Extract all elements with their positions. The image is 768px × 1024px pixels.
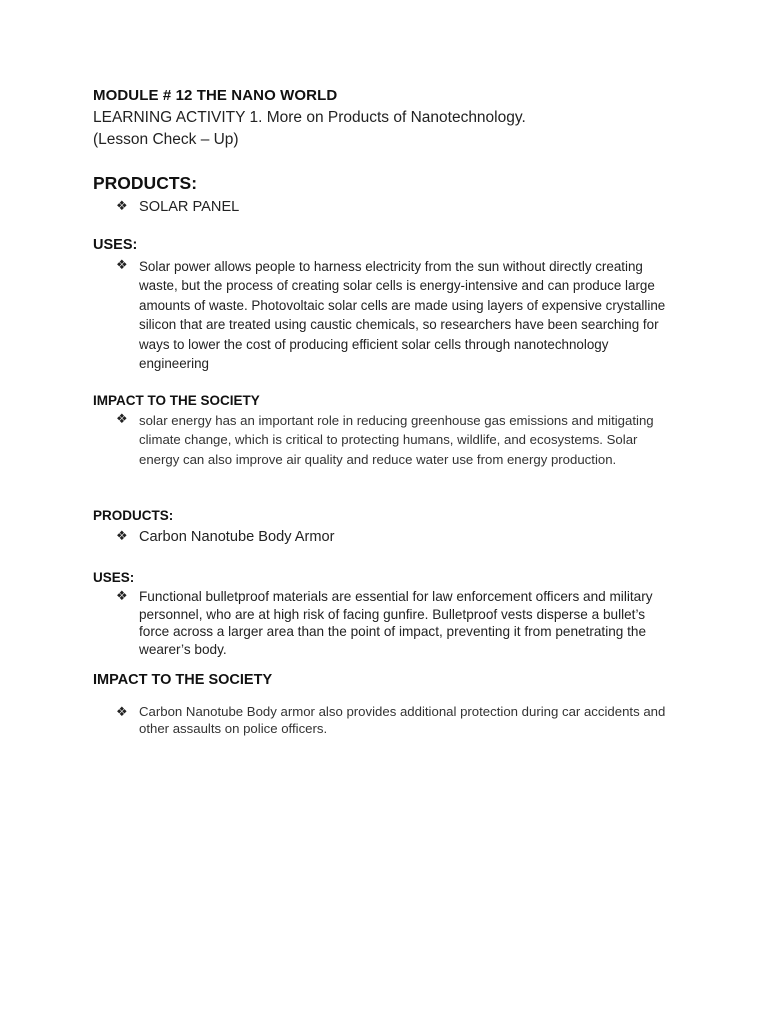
module-title: MODULE # 12 THE NANO WORLD [93,87,338,104]
diamond-bullet-icon: ❖ [116,589,128,604]
diamond-bullet-icon: ❖ [116,412,128,427]
impact-text: solar energy has an important role in reducing greenhouse gas emissions and mitigating climate change, which is critical to protecting humans, wildlife, and ecosystems. Solar energy can also improve air quality and reduce water use from energy production. [139,413,654,467]
impact-text: Carbon Nanotube Body armor also provides additional protection during car accidents and other assaults on police officers. [139,704,666,736]
impact-heading: IMPACT TO THE SOCIETY [93,393,260,408]
list-item [116,528,686,546]
diamond-bullet-icon: ❖ [116,199,128,214]
list-item [116,588,676,658]
uses-text: Solar power allows people to harness electricity from the sun without directly creating waste, but the process of creating solar cells is energy-intensive and can produce large amounts of waste. Photovoltaic solar cells are made using layers of expensive crystalline silicon that are treated using caustic chemicals, so researchers have been searching for ways to lower the cost of producing efficient solar cells through nanotechnology engineering [139,259,666,372]
uses-heading: USES: [93,570,135,585]
activity-line: LEARNING ACTIVITY 1. More on Products of Nanotechnology. [93,109,526,126]
lesson-check-line: (Lesson Check – Up) [93,131,239,148]
list-item [116,704,676,737]
list-item [116,198,686,216]
products-heading: PRODUCTS: [93,173,198,193]
list-item [116,411,676,469]
product-item-text: SOLAR PANEL [139,199,240,215]
products-heading: PRODUCTS: [93,508,174,523]
diamond-bullet-icon: ❖ [116,529,128,544]
uses-text: Functional bulletproof materials are essential for law enforcement officers and military personnel, who are at high risk of facing gunfire. Bulletproof vests disperse a bullet’s force across a larger area than the point of impact, preventing it from penetrating the wearer’s body. [139,589,653,657]
list-item [116,257,676,373]
uses-heading: USES: [93,237,138,253]
diamond-bullet-icon: ❖ [116,258,128,273]
product-item-text: Carbon Nanotube Body Armor [139,529,335,545]
diamond-bullet-icon: ❖ [116,705,128,720]
impact-heading: IMPACT TO THE SOCIETY [93,672,273,688]
